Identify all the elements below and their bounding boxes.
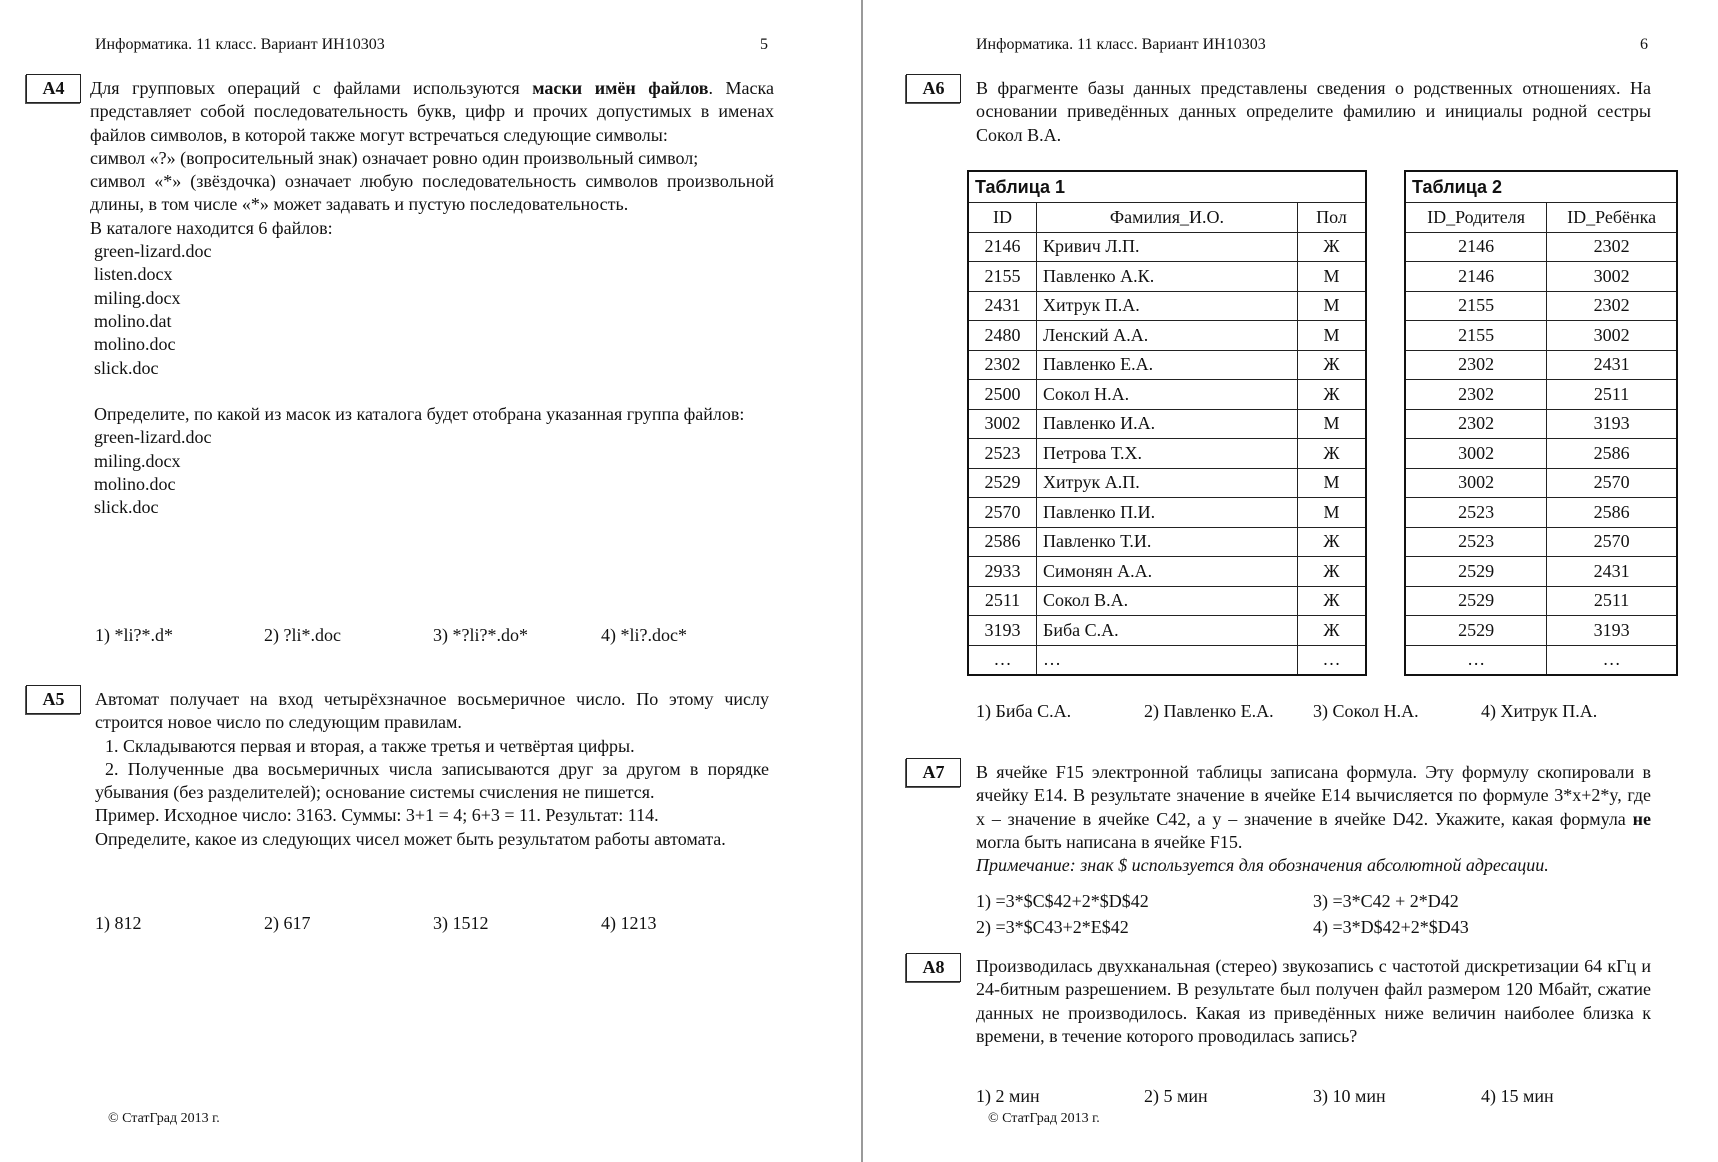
question-label-a8: А8 <box>906 953 961 982</box>
cell-parent-id: 2302 <box>1405 380 1547 410</box>
cell-gender: Ж <box>1298 350 1367 380</box>
file-name: miling.docx <box>94 287 181 308</box>
table-row <box>1405 409 1677 439</box>
cell-parent-id: 2523 <box>1405 498 1547 528</box>
cell-gender: М <box>1298 321 1367 351</box>
cell-child-id: 3002 <box>1547 321 1677 351</box>
cell-parent-id: 2146 <box>1405 232 1547 262</box>
cell-id: 2586 <box>968 527 1037 557</box>
page-number: 5 <box>760 36 768 53</box>
a4-file-list <box>90 240 774 380</box>
table-row <box>968 616 1366 646</box>
cell-name: … <box>1037 645 1298 675</box>
cell-id: 2933 <box>968 557 1037 587</box>
a7-option-4[interactable]: 4) =3*D$42+2*$D43 <box>1313 917 1469 937</box>
cell-gender: М <box>1298 498 1367 528</box>
a4-intro-bold: маски имён файлов <box>532 78 709 98</box>
table-row <box>1405 527 1677 557</box>
file-name: molino.doc <box>94 474 176 495</box>
a4-option-1[interactable]: 1) *li?*.d* <box>95 625 173 645</box>
column-header: Пол <box>1298 203 1367 233</box>
table-row <box>968 557 1366 587</box>
cell-gender: Ж <box>1298 586 1367 616</box>
table-row <box>968 262 1366 292</box>
table-row <box>968 527 1366 557</box>
a4-rule-1: символ «?» (вопросительный знак) означает ровно один произвольный символ; <box>90 147 699 168</box>
question-label-a4: А4 <box>26 74 81 103</box>
a5-step-1: 1. Складываются первая и вторая, а также третья и четвёртая цифры. <box>105 735 635 756</box>
a5-option-4[interactable]: 4) 1213 <box>601 913 657 933</box>
question-a7 <box>976 761 1651 877</box>
cell-name: Петрова Т.Х. <box>1037 439 1298 469</box>
cell-child-id: 2570 <box>1547 468 1677 498</box>
cell-name: Павленко П.И. <box>1037 498 1298 528</box>
table-row <box>968 380 1366 410</box>
cell-gender: М <box>1298 468 1367 498</box>
a7-text-bold: не <box>1632 808 1651 829</box>
a5-option-3[interactable]: 3) 1512 <box>433 913 489 933</box>
table-row <box>1405 439 1677 469</box>
cell-parent-id: … <box>1405 645 1547 675</box>
a6-option-4[interactable]: 4) Хитрук П.А. <box>1481 701 1598 721</box>
table-row <box>1405 232 1677 262</box>
a6-option-2[interactable]: 2) Павленко Е.А. <box>1144 701 1274 721</box>
cell-id: 2500 <box>968 380 1037 410</box>
table-row <box>1405 616 1677 646</box>
question-label-a6: А6 <box>906 74 961 103</box>
file-name: green-lizard.doc <box>94 427 212 448</box>
cell-gender: М <box>1298 262 1367 292</box>
column-header: ID_Ребёнка <box>1547 203 1677 233</box>
cell-gender: Ж <box>1298 557 1367 587</box>
a4-option-2[interactable]: 2) ?li*.doc <box>264 625 341 645</box>
cell-name: Сокол В.А. <box>1037 586 1298 616</box>
cell-gender: М <box>1298 291 1367 321</box>
a5-option-2[interactable]: 2) 617 <box>264 913 311 933</box>
file-name: molino.doc <box>94 334 176 355</box>
cell-child-id: 2570 <box>1547 527 1677 557</box>
a4-option-3[interactable]: 3) *?li?*.do* <box>433 625 528 645</box>
file-name: listen.docx <box>94 264 173 285</box>
cell-name: Биба С.А. <box>1037 616 1298 646</box>
question-a5 <box>95 688 769 851</box>
cell-parent-id: 2523 <box>1405 527 1547 557</box>
table-row <box>968 232 1366 262</box>
cell-parent-id: 2302 <box>1405 409 1547 439</box>
cell-parent-id: 3002 <box>1405 439 1547 469</box>
a6-text: В фрагменте базы данных представлены сведения о родственных отношениях. На основании приведённых данных определите фамилию и инициалы родной сестры Сокол В.А. <box>976 78 1651 145</box>
cell-parent-id: 2155 <box>1405 291 1547 321</box>
cell-name: Павленко Т.И. <box>1037 527 1298 557</box>
a4-intro <box>90 77 774 147</box>
cell-name: Ленский А.А. <box>1037 321 1298 351</box>
table-row <box>968 409 1366 439</box>
table-row <box>1405 321 1677 351</box>
a5-example: Пример. Исходное число: 3163. Суммы: 3+1 = 4; 6+3 = 11. Результат: 114. <box>95 805 659 826</box>
file-name: slick.doc <box>94 497 159 518</box>
cell-id: 2523 <box>968 439 1037 469</box>
cell-parent-id: 2529 <box>1405 557 1547 587</box>
a7-option-2[interactable]: 2) =3*$C43+2*E$42 <box>976 917 1129 937</box>
a5-option-1[interactable]: 1) 812 <box>95 913 142 933</box>
cell-child-id: 2302 <box>1547 232 1677 262</box>
cell-name: Павленко И.А. <box>1037 409 1298 439</box>
table-row <box>1405 586 1677 616</box>
cell-id: 2570 <box>968 498 1037 528</box>
file-name: green-lizard.doc <box>94 241 212 262</box>
column-header: ID <box>968 203 1037 233</box>
cell-gender: Ж <box>1298 232 1367 262</box>
a4-selected-file-list <box>90 426 774 519</box>
cell-gender: Ж <box>1298 527 1367 557</box>
table-row <box>1405 380 1677 410</box>
table-row <box>1405 557 1677 587</box>
column-header: ID_Родителя <box>1405 203 1547 233</box>
a5-step-2: 2. Полученные два восьмеричных числа записываются друг за другом в порядке убывания (без разделителей); основание системы счисления не пишется. <box>95 758 769 803</box>
cell-child-id: 2511 <box>1547 380 1677 410</box>
table-2-title: Таблица 2 <box>1405 171 1677 203</box>
a5-question: Определите, какое из следующих чисел может быть результатом работы автомата. <box>95 828 726 849</box>
page-header: Информатика. 11 класс. Вариант ИН10303 <box>95 36 385 53</box>
page-footer: © СтатГрад 2013 г. <box>988 1111 1100 1126</box>
cell-name: Хитрук А.П. <box>1037 468 1298 498</box>
table-row <box>1405 291 1677 321</box>
cell-child-id: … <box>1547 645 1677 675</box>
question-label-a5: А5 <box>26 685 81 714</box>
cell-child-id: 2586 <box>1547 498 1677 528</box>
a7-text-end: могла быть написана в ячейке F15. <box>976 831 1243 852</box>
table-row <box>1405 262 1677 292</box>
column-header: Фамилия_И.О. <box>1037 203 1298 233</box>
a6-option-1[interactable]: 1) Биба С.А. <box>976 701 1072 721</box>
a4-question: Определите, по какой из масок из каталога будет отобрана указанная группа файлов: <box>94 404 745 425</box>
a7-note: Примечание: знак $ используется для обозначения абсолютной адресации. <box>976 855 1549 876</box>
cell-id: 3193 <box>968 616 1037 646</box>
a4-option-4[interactable]: 4) *li?.doc* <box>601 625 687 645</box>
table-row <box>968 291 1366 321</box>
cell-child-id: 3002 <box>1547 262 1677 292</box>
table-row <box>1405 468 1677 498</box>
cell-child-id: 2511 <box>1547 586 1677 616</box>
a4-intro-text: Для групповых операций с файлами используются <box>90 78 533 98</box>
cell-id: 2431 <box>968 291 1037 321</box>
page-header: Информатика. 11 класс. Вариант ИН10303 <box>976 36 1266 53</box>
cell-gender: М <box>1298 409 1367 439</box>
cell-child-id: 2431 <box>1547 350 1677 380</box>
cell-id: 2155 <box>968 262 1037 292</box>
page-footer: © СтатГрад 2013 г. <box>108 1111 220 1126</box>
file-name: miling.docx <box>94 450 181 471</box>
cell-id: 3002 <box>968 409 1037 439</box>
page-number: 6 <box>1640 36 1648 53</box>
cell-id: … <box>968 645 1037 675</box>
cell-gender: Ж <box>1298 380 1367 410</box>
cell-parent-id: 3002 <box>1405 468 1547 498</box>
question-a4 <box>90 77 774 520</box>
cell-child-id: 2586 <box>1547 439 1677 469</box>
a4-intro-text-end: . Маска представляет собой последовательность букв, цифр и прочих допустимых в именах файлов символов, в которой также могут встречаться следующие символы: <box>90 78 774 145</box>
file-name: molino.dat <box>94 310 172 331</box>
table-1 <box>967 170 1367 676</box>
table-1-title: Таблица 1 <box>968 171 1366 203</box>
a6-option-3[interactable]: 3) Сокол Н.А. <box>1313 701 1419 721</box>
a4-catalog-text: В каталоге находится 6 файлов: <box>90 217 333 238</box>
cell-gender: Ж <box>1298 439 1367 469</box>
cell-parent-id: 2155 <box>1405 321 1547 351</box>
cell-id: 2511 <box>968 586 1037 616</box>
table-row <box>968 468 1366 498</box>
cell-parent-id: 2146 <box>1405 262 1547 292</box>
a8-option-3[interactable]: 3) 10 мин <box>1313 1086 1386 1106</box>
table-row <box>968 645 1366 675</box>
cell-id: 2146 <box>968 232 1037 262</box>
table-row <box>1405 350 1677 380</box>
a5-text: Автомат получает на вход четырёхзначное восьмеричное число. По этому числу строится новое число по следующим правилам. <box>95 689 769 733</box>
a4-rule-2: символ «*» (звёздочка) означает любую последовательность символов произвольной длины, в том числе «*» может задавать и пустую последовательность. <box>90 171 774 215</box>
a8-option-2[interactable]: 2) 5 мин <box>1144 1086 1208 1106</box>
cell-gender: Ж <box>1298 616 1367 646</box>
cell-name: Хитрук П.А. <box>1037 291 1298 321</box>
a7-option-3[interactable]: 3) =3*C42 + 2*D42 <box>1313 891 1459 911</box>
page-divider <box>861 0 863 1162</box>
a7-text-start: В ячейке F15 электронной таблицы записана формула. Эту формулу скопировали в ячейку E14. В результате значение в ячейке E14 вычисляется по формуле 3*x+2*y, где x – значение в ячейке C42, а y – значение в ячейке D42. Укажите, какая формула <box>976 762 1651 829</box>
cell-child-id: 2302 <box>1547 291 1677 321</box>
cell-name: Кривич Л.П. <box>1037 232 1298 262</box>
table-row <box>1405 498 1677 528</box>
cell-child-id: 2431 <box>1547 557 1677 587</box>
cell-id: 2529 <box>968 468 1037 498</box>
a8-text: Производилась двухканальная (стерео) звукозапись с частотой дискретизации 64 кГц и 24-битным разрешением. В результате был получен файл размером 120 Мбайт, сжатие данных не производилось. Какая из приведённых ниже величин наиболее близка к времени, в течение которого проводилась запись? <box>976 956 1651 1046</box>
a7-text <box>976 761 1651 854</box>
cell-name: Павленко А.К. <box>1037 262 1298 292</box>
table-row <box>968 350 1366 380</box>
cell-id: 2302 <box>968 350 1037 380</box>
file-name: slick.doc <box>94 357 159 378</box>
cell-gender: … <box>1298 645 1367 675</box>
table-row <box>968 439 1366 469</box>
table-row <box>1405 645 1677 675</box>
table-row <box>968 586 1366 616</box>
cell-parent-id: 2529 <box>1405 586 1547 616</box>
cell-parent-id: 2302 <box>1405 350 1547 380</box>
table-row <box>968 321 1366 351</box>
cell-name: Павленко Е.А. <box>1037 350 1298 380</box>
a7-option-1[interactable]: 1) =3*$C$42+2*$D$42 <box>976 891 1149 911</box>
a8-option-1[interactable]: 1) 2 мин <box>976 1086 1040 1106</box>
cell-child-id: 3193 <box>1547 409 1677 439</box>
cell-id: 2480 <box>968 321 1037 351</box>
cell-name: Симонян А.А. <box>1037 557 1298 587</box>
question-label-a7: А7 <box>906 758 961 787</box>
table-row <box>968 498 1366 528</box>
cell-name: Сокол Н.А. <box>1037 380 1298 410</box>
table-2 <box>1404 170 1678 676</box>
cell-child-id: 3193 <box>1547 616 1677 646</box>
a8-option-4[interactable]: 4) 15 мин <box>1481 1086 1554 1106</box>
cell-parent-id: 2529 <box>1405 616 1547 646</box>
